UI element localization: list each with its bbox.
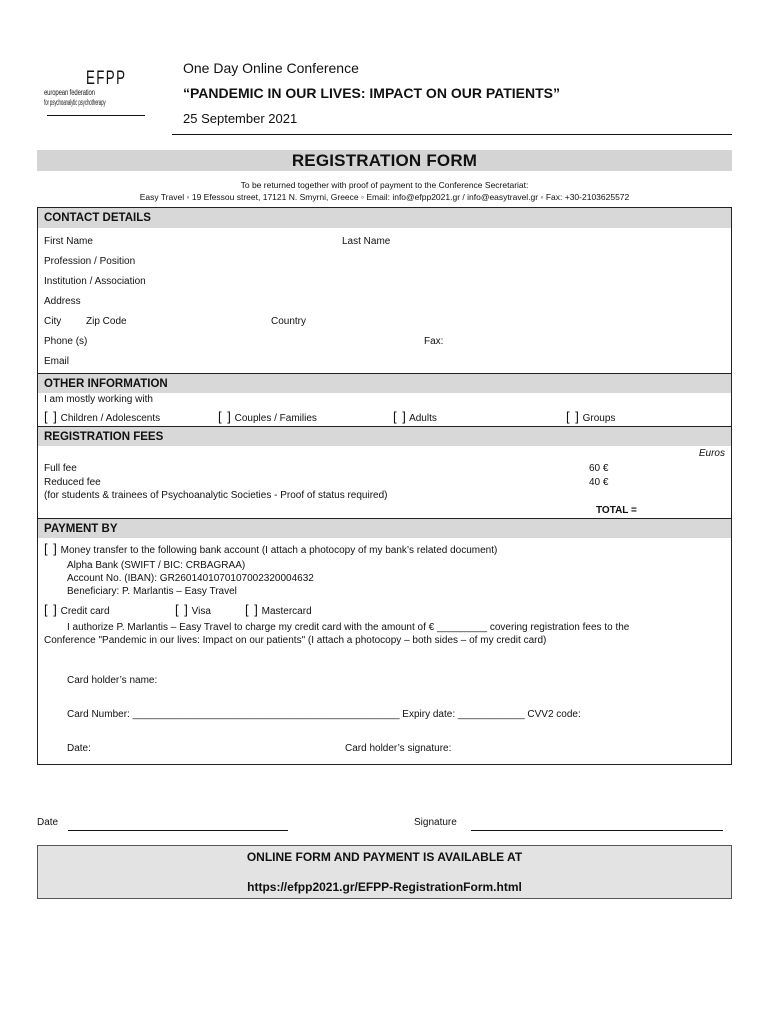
option-label: Groups [582, 413, 616, 424]
working-with-intro: I am mostly working with [44, 394, 153, 405]
checkbox-bracket[interactable]: [ ] [44, 541, 58, 556]
logo-underline [47, 115, 145, 116]
visa-option[interactable] [175, 602, 211, 617]
reduced-fee-value: 40 € [589, 477, 609, 488]
option-children[interactable] [44, 409, 160, 424]
institution-field[interactable]: Institution / Association [44, 276, 146, 287]
money-transfer-label: Money transfer to the following bank account (I attach a photocopy of my bank’s related document) [60, 545, 498, 556]
logo-letters: EFPP [86, 68, 127, 89]
first-name-field[interactable]: First Name [44, 236, 93, 247]
signature-label: Signature [414, 817, 457, 828]
online-form-url[interactable]: https://efpp2021.gr/EFPP-RegistrationForm.html [247, 880, 522, 894]
logo-line-2: for psychoanalytic psychotherapy [44, 98, 106, 107]
reduced-fee-note: (for students & trainees of Psychoanalytic Societies - Proof of status required) [44, 490, 388, 501]
logo-text [44, 88, 156, 108]
form-title: REGISTRATION FORM [291, 151, 478, 170]
card-number-field[interactable]: Card Number: ________________________________________________ Expiry date: ____________ CVV2 code: [67, 709, 581, 720]
conference-title: “PANDEMIC IN OUR LIVES: IMPACT ON OUR PATIENTS” [183, 85, 560, 101]
zip-code-field[interactable]: Zip Code [86, 316, 127, 327]
bank-beneficiary: Beneficiary: P. Marlantis – Easy Travel [67, 586, 237, 597]
total-label: TOTAL = [596, 505, 637, 516]
checkbox-bracket[interactable]: [ ] [393, 409, 407, 424]
mastercard-option[interactable] [245, 602, 312, 617]
checkbox-bracket[interactable]: [ ] [44, 602, 58, 617]
option-couples[interactable] [218, 409, 317, 424]
registration-form-box [37, 207, 732, 765]
authorization-text-1: I authorize P. Marlantis – Easy Travel to charge my credit card with the amount of € _________ covering registration fees to the [67, 622, 630, 633]
logo-line-1: european federation [44, 88, 95, 97]
full-fee-value: 60 € [589, 463, 609, 474]
checkbox-bracket[interactable]: [ ] [566, 409, 580, 424]
form-subtitle-1: To be returned together with proof of payment to the Conference Secretariat: [240, 180, 529, 190]
money-transfer-option[interactable] [44, 541, 497, 556]
card-holder-name-field[interactable]: Card holder’s name: [67, 675, 158, 686]
conference-date: 25 September 2021 [183, 111, 298, 126]
option-adults[interactable] [393, 409, 437, 424]
reduced-fee-label: Reduced fee [44, 477, 101, 488]
conference-type: One Day Online Conference [183, 60, 359, 76]
date-label: Date [37, 817, 59, 828]
authorization-text-2: Conference "Pandemic in our lives: Impact on our patients" (I attach a photocopy – both sides – of my credit card) [44, 635, 547, 646]
signature-input-line[interactable] [471, 830, 723, 831]
option-groups[interactable] [566, 409, 615, 424]
credit-card-label: Credit card [60, 606, 110, 617]
visa-label: Visa [191, 606, 211, 617]
country-field[interactable]: Country [271, 316, 307, 327]
checkbox-bracket[interactable]: [ ] [175, 602, 189, 617]
option-label: Children / Adolescents [60, 413, 161, 424]
other-information-heading: OTHER INFORMATION [38, 373, 731, 393]
form-title-bar [37, 150, 732, 171]
checkbox-bracket[interactable]: [ ] [44, 409, 58, 424]
card-date-field[interactable]: Date: [67, 743, 91, 754]
header-divider [172, 134, 732, 135]
address-field[interactable]: Address [44, 296, 81, 307]
registration-fees-heading: REGISTRATION FEES [38, 426, 731, 446]
fax-field[interactable]: Fax: [424, 336, 444, 347]
checkbox-bracket[interactable]: [ ] [218, 409, 232, 424]
card-holder-signature-field[interactable]: Card holder’s signature: [345, 743, 452, 754]
form-subtitle-2: Easy Travel ◦ 19 Efessou street, 17121 N. Smyrni, Greece ◦ Email: info@efpp2021.gr / info@easytravel.gr ◦ Fax: +30-2103625572 [139, 192, 630, 202]
checkbox-bracket[interactable]: [ ] [245, 602, 259, 617]
last-name-field[interactable]: Last Name [342, 236, 391, 247]
option-label: Adults [409, 413, 437, 424]
date-input-line[interactable] [68, 830, 288, 831]
phone-field[interactable]: Phone (s) [44, 336, 88, 347]
mastercard-label: Mastercard [261, 606, 312, 617]
online-form-box [37, 845, 732, 899]
profession-field[interactable]: Profession / Position [44, 256, 136, 267]
email-field[interactable]: Email [44, 356, 70, 367]
contact-details-heading: CONTACT DETAILS [38, 208, 731, 228]
online-form-title: ONLINE FORM AND PAYMENT IS AVAILABLE AT [246, 850, 523, 864]
city-field[interactable]: City [44, 316, 62, 327]
bank-name: Alpha Bank (SWIFT / BIC: CRBAGRAA) [67, 560, 246, 571]
full-fee-label: Full fee [44, 463, 77, 474]
currency-label: Euros [698, 448, 725, 459]
option-label: Couples / Families [234, 413, 317, 424]
credit-card-option[interactable] [44, 602, 110, 617]
payment-by-heading: PAYMENT BY [38, 518, 731, 538]
bank-iban: Account No. (IBAN): GR2601401070107002320004632 [67, 573, 314, 584]
